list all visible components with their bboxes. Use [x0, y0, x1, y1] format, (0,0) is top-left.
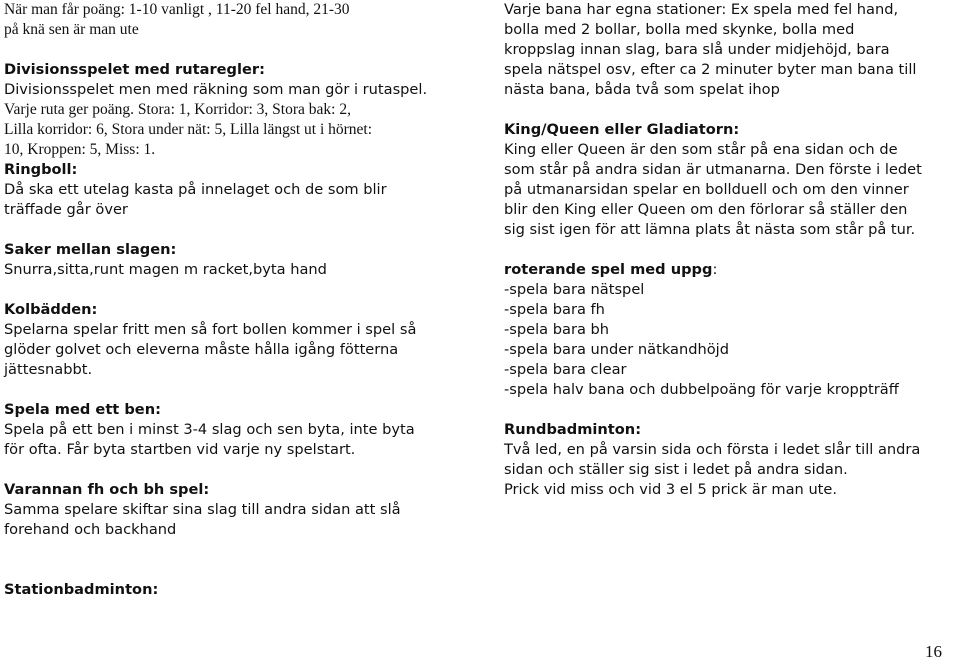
king-text: blir den King eller Queen om den förlorar så ställer den — [504, 201, 908, 218]
kolbadden-text: jättesnabbt. — [4, 361, 93, 378]
rund-text: Prick vid miss och vid 3 el 5 prick är man ute. — [504, 481, 838, 498]
right-column — [504, 0, 954, 500]
station-text: bolla med 2 bollar, bolla med skynke, bolla med — [504, 21, 855, 38]
rund-heading: Rundbadminton: — [504, 421, 642, 438]
roterande-heading-text: roterande spel med uppg — [504, 261, 713, 278]
roterande-item: -spela bara nätspel — [504, 281, 645, 298]
roterande-item: -spela bara under nätkandhöjd — [504, 341, 729, 358]
king-text: på utmanarsidan spelar en bollduell och om den vinner — [504, 181, 909, 198]
varannan-text: Samma spelare skiftar sina slag till andra sidan att slå — [4, 501, 401, 518]
divisions-text: Varje ruta ger poäng. Stora: 1, Korridor: 3, Stora bak: 2, — [4, 101, 351, 118]
divisions-heading: Divisionsspelet med rutaregler: — [4, 61, 265, 78]
roterande-item: -spela bara clear — [504, 361, 627, 378]
intro-line: på knä sen är man ute — [4, 21, 139, 38]
varannan-heading: Varannan fh och bh spel: — [4, 481, 210, 498]
station-text: kroppslag innan slag, bara slå under midjehöjd, bara — [504, 41, 890, 58]
king-text: King eller Queen är den som står på ena sidan och de — [504, 141, 898, 158]
king-heading: King/Queen eller Gladiatorn: — [504, 121, 740, 138]
rund-text: sidan och ställer sig sist i ledet på andra sidan. — [504, 461, 848, 478]
ett-ben-text: för ofta. Får byta startben vid varje ny spelstart. — [4, 441, 356, 458]
station-text: Varje bana har egna stationer: Ex spela med fel hand, — [504, 1, 899, 18]
saker-text: Snurra,sitta,runt magen m racket,byta hand — [4, 261, 327, 278]
station-text: spela nätspel osv, efter ca 2 minuter byter man bana till — [504, 61, 917, 78]
king-text: sig sist igen för att lämna plats åt nästa som står på tur. — [504, 221, 916, 238]
rund-text: Två led, en på varsin sida och första i ledet slår till andra — [504, 441, 921, 458]
varannan-text: forehand och backhand — [4, 521, 177, 538]
divisions-text: 10, Kroppen: 5, Miss: 1. — [4, 141, 156, 158]
roterande-item: -spela bara fh — [504, 301, 605, 318]
intro-line: När man får poäng: 1-10 vanligt , 11-20 fel hand, 21-30 — [4, 1, 350, 18]
kolbadden-text: Spelarna spelar fritt men så fort bollen kommer i spel så — [4, 321, 417, 338]
page-number: 16 — [925, 642, 942, 661]
saker-heading: Saker mellan slagen: — [4, 241, 177, 258]
station-heading: Stationbadminton: — [4, 581, 159, 598]
ett-ben-heading: Spela med ett ben: — [4, 401, 161, 418]
roterande-item: -spela bara bh — [504, 321, 610, 338]
station-text: nästa bana, båda två som spelat ihop — [504, 81, 780, 98]
king-text: som står på andra sidan är utmanarna. Den förste i ledet — [504, 161, 922, 178]
roterande-heading-colon: : — [712, 261, 718, 278]
kolbadden-heading: Kolbädden: — [4, 301, 98, 318]
roterande-item: -spela halv bana och dubbelpoäng för varje kroppträff — [504, 381, 899, 398]
ringboll-heading: Ringboll: — [4, 161, 78, 178]
kolbadden-text: glöder golvet och eleverna måste hålla igång fötterna — [4, 341, 399, 358]
divisions-text: Divisionsspelet men med räkning som man gör i rutaspel. — [4, 81, 428, 98]
left-column — [4, 0, 472, 600]
ett-ben-text: Spela på ett ben i minst 3-4 slag och sen byta, inte byta — [4, 421, 415, 438]
ringboll-text: träffade går över — [4, 201, 128, 218]
roterande-heading — [504, 260, 954, 280]
ringboll-text: Då ska ett utelag kasta på innelaget och de som blir — [4, 181, 387, 198]
divisions-text: Lilla korridor: 6, Stora under nät: 5, Lilla längst ut i hörnet: — [4, 121, 373, 138]
